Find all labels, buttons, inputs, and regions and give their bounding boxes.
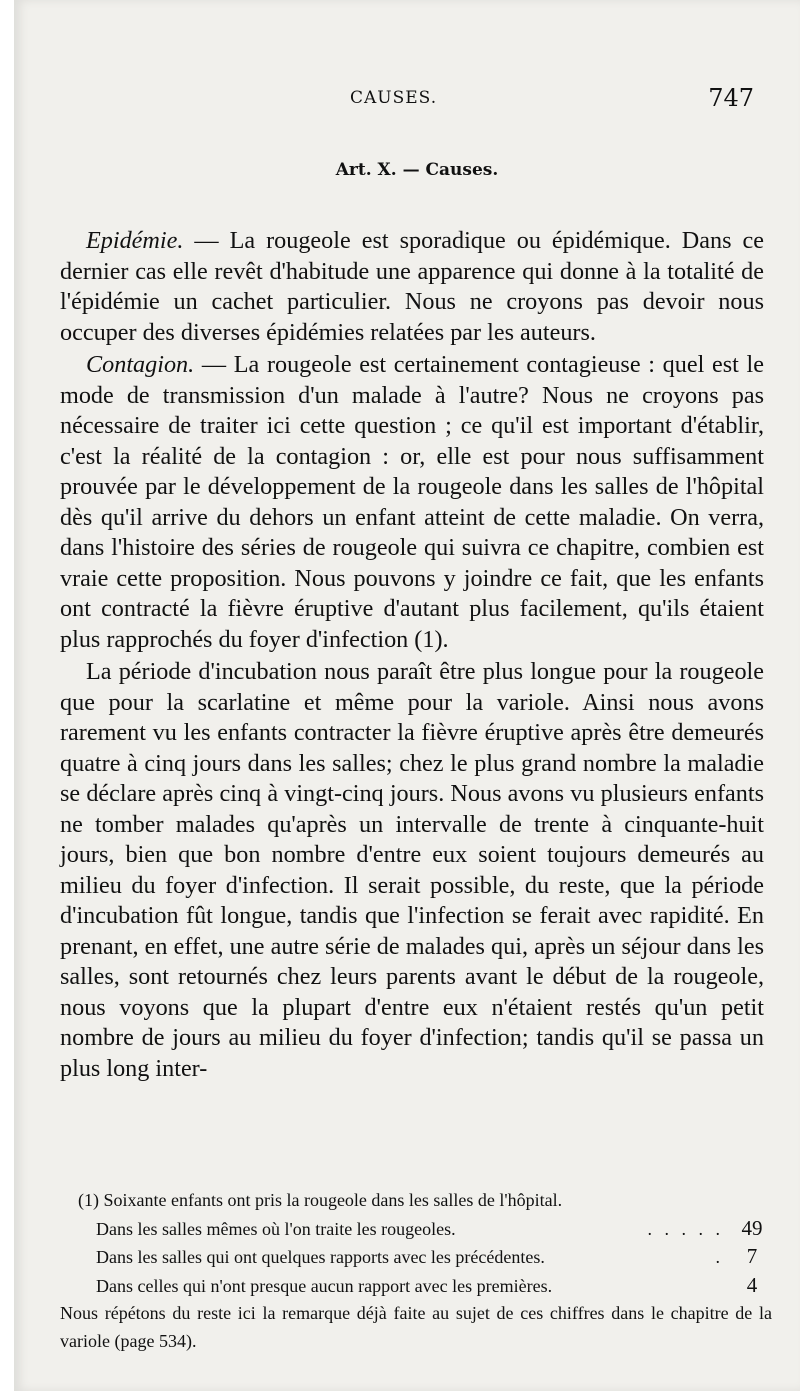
footnote-row-label: Dans les salles qui ont quelques rapports avec les précédentes. [96, 1247, 545, 1267]
footnote-row-count: 49 [741, 1215, 763, 1240]
article-title: Art. X. — Causes. [335, 160, 499, 180]
paragraph-text: — La rougeole est sporadique ou épidémique. Dans ce dernier cas elle revêt d'habitude une apparence qui donne à la totalité de l'épidémie un cachet particulier. Nous ne croyons pas devoir nous occuper des diverses épidémies relatées par les auteurs. [60, 227, 764, 346]
footnote-row-dots: . [715, 1247, 724, 1267]
footnote-row-count: 7 [746, 1244, 758, 1268]
footnote-note: Nous répétons du reste ici la remarque déjà faite au sujet de ces chiffres dans le chapitre de la variole (page 534). [60, 1303, 772, 1351]
running-title: CAUSES. [350, 88, 438, 108]
page-number: 747 [708, 84, 754, 112]
footnote [60, 1187, 772, 1355]
paragraph-text: La période d'incubation nous paraît être plus longue pour la rougeole que pour la scarlatine et même pour la variole. Ainsi nous avons rarement vu les enfants contracter la fièvre éruptive après être demeurés quatre à cinq jours dans les salles; chez le plus grand nombre la maladie se déclare après cinq à vingt-cinq jours. Nous avons vu plusieurs enfants ne tomber malades qu'après un intervalle de trente à cinquante-huit jours, bien que bon nombre d'entre eux soient toujours demeurés au milieu du foyer d'infection. Il serait possible, du reste, que la période d'incubation fût longue, tandis que l'infection se ferait avec rapidité. En prenant, en effet, une autre série de malades qui, après un séjour dans les salles, sont retournés chez leurs parents avant le début de la rougeole, nous voyons que la plupart d'entre eux n'étaient restés qu'un petit nombre de jours au milieu du foyer d'infection; tandis qu'il se passa un plus long inter- [60, 658, 764, 1082]
paragraph-contagion [60, 350, 764, 655]
body-text [60, 226, 764, 1084]
footnote-row [96, 1243, 772, 1272]
paragraph-epidemie [60, 226, 764, 348]
paragraph-incubation [60, 657, 764, 1084]
footnote-row [96, 1272, 772, 1301]
footnote-intro: (1) Soixante enfants ont pris la rougeole dans les salles de l'hôpital. [78, 1190, 563, 1210]
paragraph-lead: Contagion. [86, 351, 195, 378]
paragraph-text: — La rougeole est certainement contagieuse : quel est le mode de transmission d'un malade à l'autre? Nous ne croyons pas nécessaire de traiter ici cette question ; ce qu'il est important d'établir, c'est la réalité de la contagion : or, elle est pour nous suffisamment prouvée par le développement de la rougeole dans les salles de l'hôpital dès qu'il arrive du dehors un enfant atteint de cette maladie. On verra, dans l'histoire des séries de rougeole qui suivra ce chapitre, combien est vraie cette proposition. Nous pouvons y joindre ce fait, que les enfants ont contracté la fièvre éruptive d'autant plus facilement, qu'ils étaient plus rapprochés du foyer d'infection (1). [60, 351, 764, 653]
footnote-row-dots: . . . . . [647, 1218, 724, 1239]
footnote-row [96, 1215, 772, 1244]
footnote-row-label: Dans les salles mêmes où l'on traite les rougeoles. [96, 1218, 456, 1239]
footnote-row-count: 4 [746, 1272, 758, 1297]
footnote-row-label: Dans celles qui n'ont presque aucun rapport avec les premières. [96, 1275, 553, 1296]
paragraph-lead: Epidémie. [86, 227, 184, 254]
page-header [14, 84, 800, 118]
book-page [14, 0, 800, 1391]
